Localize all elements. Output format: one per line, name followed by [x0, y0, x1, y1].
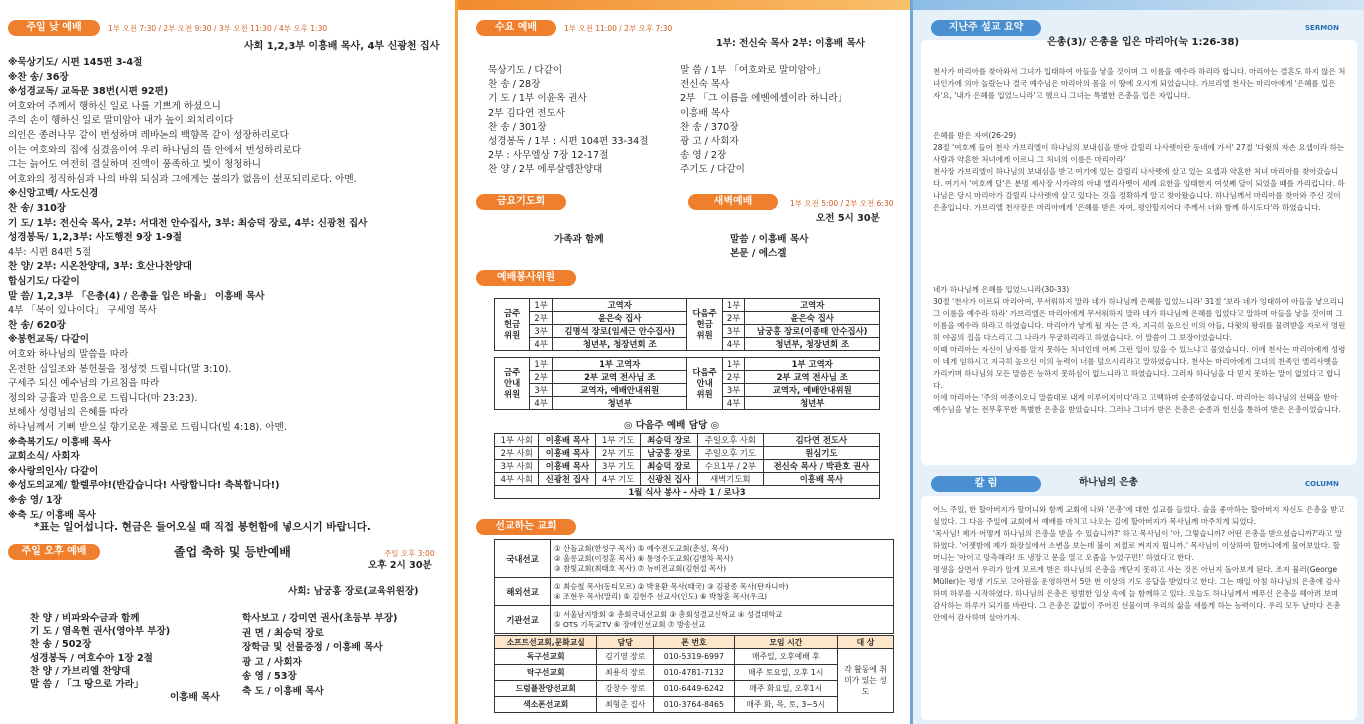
wednesday-right-line: 주기도 / 다같이 [680, 164, 745, 176]
sunday-line: 교회소식/ 사회자 [8, 451, 80, 463]
table-cell: 3부 [530, 325, 553, 338]
mission-label: 국내선교 [495, 540, 551, 578]
sunday-pm-right-line: 학사보고 / 강미연 권사(초등부 부장) [242, 613, 398, 624]
table-cell: 2부 [530, 371, 553, 384]
top-stripe [0, 0, 455, 10]
mission-text-line: ⑤ OTS 기독교TV ⑥ 장애인선교회 ⑦ 방송선교 [554, 619, 706, 629]
table-cell: 4부 [530, 338, 553, 351]
sunday-line: 그는 늙어도 여전히 결실하며 진액이 풍족하고 빛이 청청하니 [8, 159, 262, 171]
table-cell: 이흥배 목사 [539, 460, 596, 473]
sermon-box [921, 37, 1357, 465]
mission-text [551, 606, 894, 634]
friday-text: 가족과 함께 [554, 234, 604, 245]
column-title: 하나님의 은총 [1079, 477, 1138, 488]
sunday-line: ※축 도/ 이흥배 목사 [8, 509, 96, 521]
wednesday-left-line: 성경봉독 / 1부 : 시편 104편 33-34절 [488, 136, 649, 147]
table-cell: 남궁홍 장로 [640, 447, 697, 460]
service-table [494, 357, 880, 410]
club-head: 대 상 [838, 636, 894, 649]
table-cell: 전신숙 목사 / 박관호 권사 [763, 460, 879, 473]
table-cell: 주일오후 기도 [697, 447, 763, 460]
sunday-pm-right-line: 권 면 / 최승덕 장로 [242, 627, 324, 639]
club-cell: 010-6449-6242 [654, 681, 735, 697]
club-cell: 최용석 장로 [597, 665, 654, 681]
sunday-line: 합심기도/ 다같이 [8, 276, 80, 287]
sunday-line: 여호와여 주께서 행하신 일로 나를 기쁘게 하셨으니 [8, 100, 221, 112]
club-head: 소프트선교회,문화교실 [495, 636, 597, 649]
sunday-line: 찬 송/ 620장 [8, 319, 67, 331]
table-cell: 이흥배 목사 [539, 434, 596, 447]
wednesday-times: 1부 오전 11:00 / 2부 오후 7:30 [564, 24, 673, 33]
sunday-line: ※축복기도/ 이흥배 목사 [8, 436, 111, 448]
table-cell: 청년부, 청장년회 조 [745, 338, 880, 351]
sunday-column [0, 0, 455, 724]
sermon-title: 은총(3)/ 은총을 입은 마리아(눅 1:26-38) [1047, 37, 1240, 48]
dawn-time: 오전 5시 30분 [816, 213, 880, 224]
table-cell: 3부 사회 [495, 460, 539, 473]
table-cell: 최승덕 장로 [640, 434, 697, 447]
sunday-line: 찬 양/ 2부: 시온찬양대, 3부: 호산나찬양대 [8, 261, 192, 273]
table-cell: 2부 교역 전사님 조 [745, 371, 880, 384]
mission-text-line: ① 서울남지방회 ② 총회국내선교회 ③ 총회성결교신학교 ④ 성결대학교 [554, 609, 783, 619]
table-cell: 1부 사회 [495, 434, 539, 447]
table-cell: 1부 [530, 299, 553, 312]
mission-text-line: ② 울릉교회(이정훈 목사) ⑥ 통영수도교회(김병차 목사) [554, 553, 734, 563]
sunday-line: 정의와 긍휼과 믿음으로 드립니다(마 23:23). [8, 392, 198, 404]
column-para: 어느 주일, 한 할아버지가 할머니와 함께 교회에 나와 '은총'에 대한 설교를 들었다. 술을 좋아하는 할아버지 자신도 은총을 받고 싶었다. 그 다음 주일에 교회에서 예배를 마치고 나오는 길에 할아버지가 목사님께 마주치게 되었다. '목사님! 제가 어떻게 하나님의 은총을 받을 수 있습니까?' 하고 목사님이 '아, 그렇습니까? 어떤 은총을 받으셨습니까?'라고 말하였다. '어젯밤에 제가 화장실에서 소변을 보는데 불이 저절로 켜지지 뭡니까.' 목사님이 이상하여 할머니에게 물어보았다. 할머니는 '아이고 망측해라! 또 냉장고 문을 열고 오줌을 누었구먼!' 하였다고 한다. 평생을 살면서 우리가 알게 모르게 받은 하나님의 은총을 깨닫지 못하고 사는 것은 아닌지 돌아보게 된다. 조지 뮬러(George Müller)는 평생 기도로 고아원을 운영하면서 5만 번 이상의 기도 응답을 받았다고 한다. 그는 매일 아침 하나님의 은총에 감사하며 하루를 시작하였다. 하나님의 은총은 평범한 일상 속에 늘 함께하고 있다. 오늘도 하나님께서 베푸신 은총을 헤아려 보며 감사하는 하루가 되기를 바란다. 그 은총은 값없이 주어진 선물이며 우리의 삶을 새롭게 하는 능력이다. 우리 모두 날마다 은총 안에서 감사하며 살아가자. [933, 505, 1345, 622]
club-cell: 010-5319-6997 [654, 649, 735, 665]
table-cell: 신광천 집사 [640, 473, 697, 486]
sermon-header: 지난주 설교 요약 [931, 20, 1041, 36]
table-cell: 새벽기도회 [697, 473, 763, 486]
table-cell: 4부 기도 [596, 473, 640, 486]
sunday-pm-right-line: 장학금 및 선물증정 / 이흥배 목사 [242, 642, 383, 654]
sunday-pm-left-line: 기 도 / 염옥현 권사(영아부 부장) [30, 626, 171, 638]
club-cell: 매주 토요일, 오후 1시 [734, 665, 837, 681]
table-cell: 청년부 [745, 397, 880, 410]
sunday-line: 찬 송/ 310장 [8, 203, 67, 214]
sunday-line: 이는 여호와의 집에 심겼음이여 우리 하나님의 뜰 안에서 번성하리로다 [8, 144, 302, 156]
mission-text-line: ③ 참빛교회(최태호 목사) ⑦ 뉴비전교회(김현섭 목사) [554, 563, 727, 573]
club-cell: 010-3764-8465 [654, 697, 735, 713]
table-cell: 4부 [722, 338, 745, 351]
mission-text-line: ① 최승철 목사(동티모르) ② 박용환 목사(태국) ③ 김광종 목사(탄자니아) [554, 581, 789, 591]
table-footer: 1월 식사 봉사 - 사라 1 / 로나3 [495, 486, 880, 499]
dawn-text: 본문 / 에스겔 [730, 248, 787, 259]
club-cell: 드럼플찬양선교회 [495, 681, 597, 697]
table-cell: 청년부, 청장년회 조 [552, 338, 687, 351]
mission-text [551, 540, 894, 578]
club-cell: 매주 화, 목, 토, 3~5시 [734, 697, 837, 713]
table-cell: 3부 기도 [596, 460, 640, 473]
sunday-pm-right-line: 축 도 / 이흥배 목사 [242, 686, 324, 697]
club-cell: 최형준 집사 [597, 697, 654, 713]
club-cell: 독구선교회 [495, 649, 597, 665]
sunday-notice: *표는 일어섭니다. 현금은 들어오실 때 직접 봉헌함에 넣으시기 바랍니다. [34, 521, 371, 533]
sermon-para-2: 은혜를 받은 자여(26-29) 28절 '여호께 들어 천사 가브리엘이 하나님의 보내심을 받아 갈릴리 나사렛이란 동네에 가서' 27절 '다윗의 자손 요셉이라 하는 사람과 약혼한 처녀에게 이르니 그 처녀의 이름은 마리아라' 천사장 가브리엘이 하나님의 보내심을 받고 여기에 있는 갈릴리 나사렛에 살고 있는 요셉과 약혼한 처녀 마리아를 찾아갔습니다. 여기서 '여호께 달'은 분명 제사장 사가랴의 아내 엘리사벳이 세례 요한을 잉태한지 여섯째 달이 되었을 때를 가리킵니다. 하나님은 당시 마리아가 갈릴리 나사렛에 살고 있다는 것을 정확하게 알고 찾아왔습니다. 하나님께서 마리아를 찾아와 주신 것이 은총입니다. 가브리엘 천사장은 마리아에게 '은혜를 받은 자여, 평안할지어다 주께서 너와 함께 하시도다'라 하였습니다. [933, 131, 1345, 212]
table-cell: 고역자 [552, 299, 687, 312]
wednesday-left-line: 찬 송 / 301장 [488, 121, 547, 133]
club-cell: 매주일, 오후예배 후 [734, 649, 837, 665]
sunday-pm-header: 주일 오후 예배 [8, 544, 100, 560]
mission-text-line: ④ 조현우 목사(말리) ⑤ 김현주 선교사(인도) ⑥ 박창훈 목사(우크) [554, 591, 768, 601]
sunday-line: 기 도/ 1부: 전신숙 목사, 2부: 서대전 안수집사, 3부: 최승덕 장로, 4부: 신광천 집사 [8, 217, 368, 229]
sunday-pm-left-line: 말 씀 / 「그 땅으로 가라」 [30, 679, 144, 690]
table-row-label: 금주 헌금 위원 [495, 299, 530, 351]
table-cell: 3부 [530, 384, 553, 397]
table-cell: 1부 고역자 [745, 358, 880, 371]
table-cell: 수요1부 / 2부 [697, 460, 763, 473]
mission-text [551, 578, 894, 606]
wednesday-left-line: 찬 송 / 28장 [488, 79, 541, 91]
middle-column [455, 0, 910, 724]
table-cell: 2부 사회 [495, 447, 539, 460]
table-cell: 김다연 전도사 [763, 434, 879, 447]
wednesday-right-line: 말 씀 / 1부 「여호와로 말미암아」 [680, 65, 826, 76]
wednesday-left-line: 2부 김다연 전도사 [488, 107, 566, 119]
column-header: 칼 럼 [931, 476, 1041, 492]
table-cell: 2부 교역 전사님 조 [552, 371, 687, 384]
right-column [910, 0, 1364, 724]
table-cell: 1부 고역자 [552, 358, 687, 371]
sunday-line: 온전한 십일조와 봉헌물을 정성껏 드립니다(말 3:10). [8, 363, 232, 375]
table-cell: 4부 [530, 397, 553, 410]
table-row-label: 금주 안내 위원 [495, 358, 530, 410]
sunday-line: ※송 영/ 1장 [8, 495, 62, 506]
wednesday-left-line: 기 도 / 1부 이윤옥 권사 [488, 93, 587, 105]
club-table [494, 635, 894, 713]
column-box [921, 496, 1357, 720]
club-head: 폰 번호 [654, 636, 735, 649]
wednesday-left-line: 찬 양 / 2부 에루살렘찬양대 [488, 164, 603, 176]
sunday-pm-left-line: 이흥배 목사 [170, 692, 220, 703]
club-target: 각 활동에 취미가 있는 성도 [838, 649, 894, 713]
wednesday-presider: 1부: 전신숙 목사 2부: 이흥배 목사 [716, 38, 865, 49]
sunday-line: 의인은 종려나무 같이 번성하며 레바논의 백향목 같이 성장하리로다 [8, 130, 289, 141]
wednesday-right-line: 2부 「그 이름을 에벤에셀이라 하니라」 [680, 93, 848, 105]
wednesday-right-line: 찬 송 / 370장 [680, 121, 739, 133]
column-tag: COLUMN [1305, 480, 1339, 488]
sunday-line: 여호와의 정직하심과 나의 바위 되심과 그에게는 불의가 없음이 선포되리로다. 아멘. [8, 173, 357, 185]
next-week-header: ◎ 다음주 예배 담당 ◎ [624, 420, 719, 431]
club-cell: 강창수 장로 [597, 681, 654, 697]
table-cell: 2부 [722, 371, 745, 384]
table-cell: 2부 [530, 312, 553, 325]
sunday-line: 4부 「복이 있나이다」 구세영 목사 [8, 305, 157, 317]
sunday-pm-left-line: 찬 송 / 502장 [30, 639, 92, 651]
table-cell: 이흥배 목사 [763, 473, 879, 486]
sunday-pm-time: 오후 2시 30분 [368, 560, 432, 571]
sunday-line: 하나님께서 기뻐 받으실 향기로운 제물로 드립니다(빌 4:18). 아멘. [8, 422, 287, 433]
table-cell: 신광천 집사 [539, 473, 596, 486]
sunday-line: ※봉헌교독/ 다같이 [8, 334, 90, 346]
table-cell: 3부 [722, 325, 745, 338]
table-cell: 원심기도 [763, 447, 879, 460]
service-header: 예배봉사위원 [476, 270, 576, 286]
table-cell: 1부 기도 [596, 434, 640, 447]
sunday-line: 4부: 시편 84편 5절 [8, 246, 92, 258]
wednesday-right-line: 광 고 / 사회자 [680, 136, 739, 147]
table-cell: 윤은숙 집사 [745, 312, 880, 325]
mission-label: 해외선교 [495, 578, 551, 606]
club-cell: 매주 화요일, 오후1시 [734, 681, 837, 697]
sunday-line: 구세주 되신 예수님의 가르침을 따라 [8, 378, 160, 390]
table-cell: 최승덕 장로 [640, 460, 697, 473]
table-cell: 교역자, 예배안내위원 [552, 384, 687, 397]
table-cell: 1부 [722, 299, 745, 312]
table-cell: 고역자 [745, 299, 880, 312]
sunday-line: ※성경교독/ 교독문 38번(시편 92편) [8, 86, 169, 98]
mission-header: 선교하는 교회 [476, 519, 576, 535]
wednesday-left-line: 2부 : 사무엘상 7장 12-17절 [488, 150, 609, 162]
sunday-line: ※사랑의인사/ 다같이 [8, 465, 99, 477]
sermon-para-1: 천사가 마리아를 찾아와서 그녀가 입태하여 아들을 낳을 것이며 그 이름을 예수라 하리라 합니다. 마리아는 결혼도 하지 않은 처녀인가에 의아 놀랐는나 결국 예수님은 마리아의 몸을 이 땅에 오시게 되었습니다. 가브리엘 천사는 마리아에게 '은혜를 입은 자'요, '내가 은혜를 입었느니라'고 했으니 그녀는 특별한 은총을 입은 자입니다. [933, 67, 1346, 100]
dawn-times: 1부 오전 5:00 / 2부 오전 6:30 [790, 199, 894, 208]
sunday-pm-right-line: 송 영 / 53장 [242, 671, 297, 683]
friday-header: 금요기도회 [476, 194, 566, 210]
club-cell: 김기영 장로 [597, 649, 654, 665]
table-cell: 1부 [530, 358, 553, 371]
sunday-pm-time-label: 주일 오후 3:00 [384, 549, 435, 558]
wednesday-left-line: 묵상기도 / 다같이 [488, 65, 563, 76]
sunday-line: 여호와 하나님의 말씀을 따라 [8, 349, 129, 360]
sunday-line: 말 씀/ 1,2,3부 「은총(4) / 은총을 입은 바울」 이흥배 목사 [8, 290, 265, 302]
sunday-line: 주의 손이 행하신 일로 말미암아 내가 높이 외치리이다 [8, 115, 234, 127]
wednesday-header: 수요 예배 [476, 20, 556, 36]
club-head: 담당 [597, 636, 654, 649]
sunday-line: ※묵상기도/ 시편 145편 3-4절 [8, 57, 143, 68]
table-cell: 3부 [722, 384, 745, 397]
table-cell: 1부 [722, 358, 745, 371]
club-head: 모임 시간 [734, 636, 837, 649]
sermon-para-3: 네가 하나님께 은혜를 입었느니라(30-33) 30절 '천사가 이르되 마리아여, 무서워하지 말라 네가 하나님께 은혜를 입었느니라' 31절 '보라 네가 잉태하여 아들을 낳으리니 그 이름을 예수라 하라' 가브리엘은 마리아에게 무서워하지 말라 네가 하나님께 은혜를 입었다고 말하며 아들을 낳을 것이며 그 이름을 예수라 하라고 하였습니다. 마리아가 낳게 될 자는 큰 자, 지극히 높으신 이의 아들, 다윗의 왕위를 물려받을 자로서 영원히 야곱의 집을 다스리고 그 나라가 무궁하리라고 하였습니다. 이 말씀이 그 보장이었습니다. 이때 마리아는 자신이 남자를 알지 못하는 처녀인데 어찌 그런 일이 있을 수 있느냐고 물었습니다. 이에 천사는 마리아에게 성령이 네게 임하시고 지극히 높으신 이의 능력이 너를 덮으시리라고 말하였습니다. 천사는 마리아에게 그녀의 친족인 엘리사벳을 가리키며 하나님의 모든 말씀은 능하지 못하심이 없느니라고 하였습니다. 그러자 하나님을 다 믿지 못하는 말이 없었다고 합니다. 이에 마리아는 '주의 여종이오니 말씀대로 내게 이루어지이다'라고 고백하며 순종하였습니다. 마리아는 하나님의 선택을 받아 예수님을 낳는 전무후무한 특별한 은총을 받았습니다. 그러나 그녀가 받은 은총은 순종과 헌신을 통하여 받은 은총이었습니다. [933, 285, 1346, 414]
dawn-header: 새벽예배 [688, 194, 778, 210]
table-cell: 윤은숙 집사 [552, 312, 687, 325]
next-week-table [494, 433, 880, 499]
sunday-line: 성경봉독/ 1,2,3부: 사도행전 9장 1-9절 [8, 232, 182, 244]
sunday-pm-left-line: 성경봉독 / 여호수아 1장 2절 [30, 652, 153, 664]
club-cell: 탁구선교회 [495, 665, 597, 681]
sunday-presider: 사회 1,2,3부 이흥배 목사, 4부 신광천 집사 [244, 41, 440, 52]
wednesday-right-line: 송 영 / 2장 [680, 150, 727, 162]
mission-text-line: ① 산돌교회(한성구 목사) ⑤ 예수전도교회(춘성, 목사) [554, 543, 729, 553]
sunday-line: ※성도의교제/ 할렐루야!(반갑습니다! 사랑합니다! 축복합니다!) [8, 480, 280, 492]
sunday-pm-presider: 사회: 남궁홍 장로(교육위원장) [288, 586, 419, 597]
club-cell: 010-4781-7132 [654, 665, 735, 681]
table-cell: 이흥배 목사 [539, 447, 596, 460]
sunday-times: 1부 오전 7:30 / 2부 오전 9:30 / 3부 오전 11:30 / 4부 오후 1:30 [108, 24, 328, 33]
sunday-pm-title: 졸업 축하 및 등반예배 [174, 545, 291, 559]
sunday-pm-left-line: 찬 양 / 가브리엘 찬양대 [30, 665, 131, 677]
table-cell: 4부 사회 [495, 473, 539, 486]
sunday-line: ※찬 송/ 36장 [8, 71, 69, 83]
wednesday-right-line: 전신숙 목사 [680, 79, 730, 91]
table-cell: 4부 [722, 397, 745, 410]
table-cell: 주일오후 사회 [697, 434, 763, 447]
sunday-line: 보혜사 성령님의 은혜를 따라 [8, 407, 129, 419]
mission-label: 기관선교 [495, 606, 551, 634]
club-cell: 색소폰선교회 [495, 697, 597, 713]
sunday-pm-left-line: 찬 양 / 비파와수금과 함께 [30, 613, 140, 624]
top-stripe [913, 0, 1364, 10]
wednesday-right-line: 이흥배 목사 [680, 107, 730, 119]
table-cell: 2부 기도 [596, 447, 640, 460]
table-cell: 청년부 [552, 397, 687, 410]
table-cell: 김명석 장로(임세근 안수집사) [552, 325, 687, 338]
sunday-worship-header: 주일 낮 예배 [8, 20, 100, 36]
table-row-label: 다음주 헌금 위원 [687, 299, 722, 351]
top-stripe [458, 0, 910, 10]
table-row-label: 다음주 안내 위원 [687, 358, 722, 410]
table-cell: 남궁홍 장로(이종태 안수집사) [745, 325, 880, 338]
sunday-line: ※신앙고백/ 사도신경 [8, 188, 99, 200]
sunday-pm-right-line: 광 고 / 사회자 [242, 656, 302, 668]
sermon-tag: SERMON [1305, 24, 1339, 32]
dawn-preacher: 말씀 / 이흥배 목사 [730, 234, 809, 245]
service-table [494, 298, 880, 351]
table-cell: 2부 [722, 312, 745, 325]
mission-table [494, 539, 894, 634]
table-cell: 교역자, 예배안내위원 [745, 384, 880, 397]
